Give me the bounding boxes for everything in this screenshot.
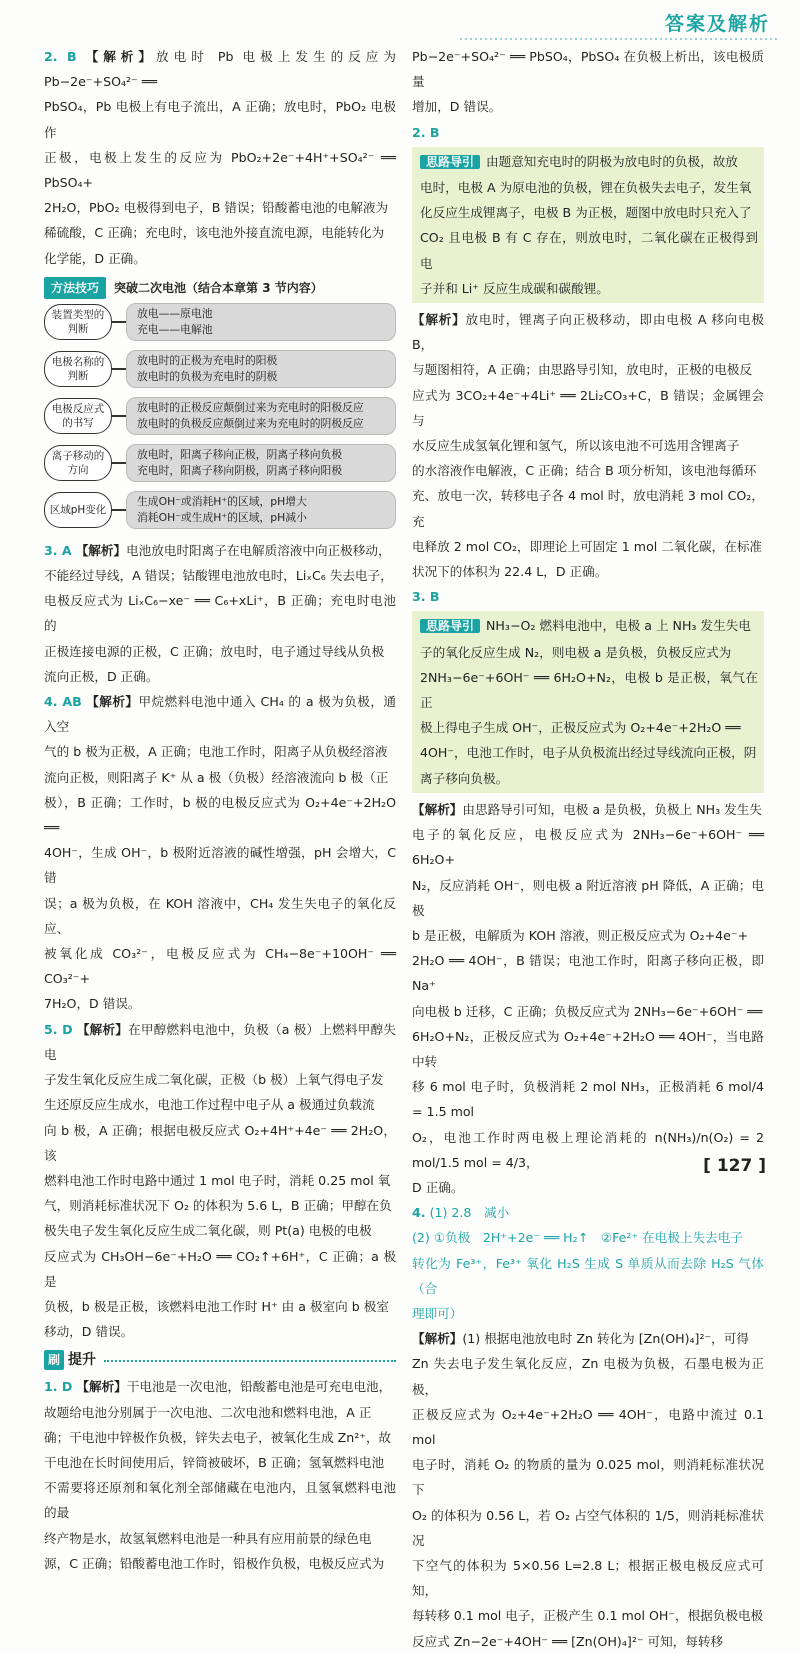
analysis-tag: 【解析】 <box>80 49 157 64</box>
answer-q2-right: 2. B 思路导引 由题意知充电时的阴极为放电时的负极，故放 电时，电极 A 为原电池的负极，锂在负极失去电子，发生氧 化反应生成锂离子，电极 B 为正极，题图中放电时只充入了 CO₂ 且电极 B 有 C 存在，则放电时，二氧化碳在正极得到电 子并和 Li⁺ 反应生成碳和碳酸锂。 【解析】放电时，锂离子向正极移动，即由电极 A 移向电极 B， 与题图相符，A 正确；由思路导引知，放电时，正极的电极反 应式为 3CO₂+4e⁻+4Li⁺ ══ 2Li₂CO₃+C，B 错误；金属锂会与 水反应生成氢氧化锂和氢气，所以该电池不可选用含锂离子 的水溶液作电解液，C 正确；结合 B 项分析知，该电池每循环 充、放电一次，转移电子各 4 mol 时，放电消耗 3 mol CO₂，充 电释放 2 mol CO₂，即理论上可固定 1 mol 二氧化碳，在标准 状况下的体积为 22.4 L，D 正确。 <box>412 124 765 580</box>
answer-q5: 5. D 【解析】在甲醇燃料电池中，负极（a 极）上燃料甲醇失电 子发生氧化反应生成二氧化碳，正极（b 极）上氧气得电子发 生还原反应生成水，电池工作过程中电子从 a 极通过负载流 向 b 极，A 正确；根据电极反应式 O₂+4H⁺+4e⁻ ══ 2H₂O，该 燃料电池工作时电路中通过 1 mol 电子时，消耗 0.25 mol 氧 气，则消耗标准状况下 O₂ 的体积为 5.6 L，B 正确；甲醇在负 极失电子发生氧化反应生成二氧化碳，则 Pt(a) 电极的电极 反应式为 CH₃OH−6e⁻+H₂O ══ CO₂↑+6H⁺，C 正确；a 极是 负极，b 极是正极，该燃料电池工作时 H⁺ 由 a 极室向 b 极室 移动，D 错误。 <box>44 1021 397 1340</box>
left-column <box>44 44 396 1576</box>
answer-q1: 1. D 【解析】干电池是一次电池，铅酸蓄电池是可充电电池， 故题给电池分别属于一次电池、二次电池和燃料电池，A 正 确；干电池中锌极作负极，锌失去电子，被氧化生成 Zn²⁺，故 干电池在长时间使用后，锌筒被破坏，B 正确；氢氧燃料电池 不需要将还原剂和氧化剂全部储藏在电池内，且氢氧燃料电池的最 终产物是水，故氢氧燃料电池是一种具有应用前景的绿色电 源，C 正确；铅酸蓄电池工作时，铅极作负极，电极反应式为 <box>44 1379 396 1571</box>
thinking-guide-box: 思路导引 由题意知充电时的阴极为放电时的负极，故放 电时，电极 A 为原电池的负极，锂在负极失去电子，发生氧 化反应生成锂离子，电极 B 为正极，题图中放电时只充入了 CO₂ 且电极 B 有 C 存在，则放电时，二氧化碳在正极得到电 子并和 Li⁺ 反应生成碳和碳酸锂。 <box>412 147 764 303</box>
section-header-tisheng: 刷 提升 <box>44 1348 396 1372</box>
question-number: 5. D <box>44 1021 73 1037</box>
question-number: 2. B <box>44 49 77 64</box>
method-row: 电极反应式的书写 放电时的正极反应颠倒过来为充电时的阳极反应 放电时的负极反应颠倒过来为充电时的阴极反应 <box>44 397 396 435</box>
question-number: 4. <box>412 1205 426 1221</box>
method-badge: 方法技巧 <box>44 277 106 299</box>
answer-q2: 2. B 【解析】放电时 Pb 电极上发生的反应为 Pb−2e⁻+SO₄²⁻ ══ PbSO₄，Pb 电极上有电子流出，A 正确；放电时，PbO₂ 电极作 正极，电极上发生的反应为 PbO₂+2e⁻+4H⁺+SO₄²⁻ ══ PbSO₄+ 2H₂O，PbO₂ 电极得到电子，B 错误；铅酸蓄电池的电解液为 稀硫酸，C 正确；充电时，该电池外接直流电源，电能转化为 化学能，D 正确。 <box>44 49 397 266</box>
brush-icon: 刷 <box>44 1350 64 1370</box>
question-number: 4. AB <box>44 694 82 710</box>
question-number: 1. D <box>44 1379 73 1395</box>
question-number: 2. B <box>412 124 440 140</box>
right-column <box>412 44 764 1654</box>
header-divider <box>460 38 780 40</box>
answer-q3-right: 3. B 思路导引 NH₃−O₂ 燃料电池中，电极 a 上 NH₃ 发生失电 子的氧化反应生成 N₂，则电极 a 是负极，负极反应式为 2NH₃−6e⁻+6OH⁻ ══ 6H₂O+N₂，电极 b 是正极，氧气在正 极上得电子生成 OH⁻，正极反应式为 O₂+4e⁻+2H₂O ══ 4OH⁻，电池工作时，电子从负极流出经过导线流向正极，阴 离子移向负极。 【解析】由思路导引可知，电极 a 是负极，负极上 NH₃ 发生失 电子的氧化反应，电极反应式为 2NH₃−6e⁻+6OH⁻ ══ 6H₂O+ N₂，反应消耗 OH⁻，则电极 a 附近溶液 pH 降低，A 正确；电极 b 是正极，电解质为 KOH 溶液，则正极反应式为 O₂+4e⁻+ 2H₂O ══ 4OH⁻，B 错误；电池工作时，阳离子移向正极，即 Na⁺ 向电极 b 迁移，C 正确；负极反应式为 2NH₃−6e⁻+6OH⁻ ══ 6H₂O+N₂，正极反应式为 O₂+4e⁻+2H₂O ══ 4OH⁻，当电路中转 移 6 mol 电子时，负极消耗 2 mol NH₃，正极消耗 6 mol/4 = 1.5 mol O₂，电池工作时两电极上理论消耗的 n(NH₃)/n(O₂) = 2 mol/1.5 mol = 4/3， D 正确。 <box>412 589 764 1195</box>
question-number: 3. B <box>412 589 440 605</box>
section-title: 答案及解析 <box>664 13 770 35</box>
page-number: [ 127 ] <box>703 1156 766 1176</box>
guide-badge: 思路导引 <box>420 619 480 633</box>
question-number: 3. A <box>44 542 72 558</box>
continued-text: Pb−2e⁻+SO₄²⁻ ══ PbSO₄，PbSO₄ 在负极上析出，该电极质量 增加，D 错误。 <box>412 49 764 115</box>
method-row: 区域pH变化 生成OH⁻或消耗H⁺的区域，pH增大 消耗OH⁻或生成H⁺的区域，pH减小 <box>44 491 396 529</box>
dotted-divider <box>104 1360 396 1362</box>
method-tips-box <box>44 277 396 529</box>
answer-q4-right: 4. (1) 2.8 减小 (2) ①负极 2H⁺+2e⁻ ══ H₂↑ ②Fe²⁺ 在电极上失去电子 转化为 Fe³⁺，Fe³⁺ 氧化 H₂S 生成 S 单质从而去除 H₂S 气体（合 理即可） 【解析】(1) 根据电池放电时 Zn 转化为 [Zn(OH)₄]²⁻，可得 Zn 失去电子发生氧化反应，Zn 电极为负极，石墨电极为正极， 正极反应式为 O₂+4e⁻+2H₂O ══ 4OH⁻，电路中流过 0.1 mol 电子时，消耗 O₂ 的物质的量为 0.025 mol，则消耗标准状况下 O₂ 的体积为 0.56 L，若 O₂ 占空气体积的 1/5，则消耗标准状况 下空气的体积为 5×0.56 L=2.8 L；根据正极电极反应式可知， 每转移 0.1 mol 电子，正极产生 0.1 mol OH⁻，根据负极电极 反应式 Zn−2e⁻+4OH⁻ ══ [Zn(OH)₄]²⁻ 可知，每转移 <box>412 1205 764 1649</box>
method-row: 离子移动的方向 放电时，阳离子移向正极，阴离子移向负极 充电时，阳离子移向阴极，阴离子移向阳极 <box>44 444 396 482</box>
answer-q4: 4. AB 【解析】甲烷燃料电池中通入 CH₄ 的 a 极为负极，通入空 气的 b 极为正极，A 正确；电池工作时，阳离子从负极经溶液 流向正极，则阳离子 K⁺ 从 a 极（负极）经溶液流向 b 极（正 极），B 正确；工作时，b 极的电极反应式为 O₂+4e⁻+2H₂O ══ 4OH⁻，生成 OH⁻，b 极附近溶液的碱性增强，pH 会增大，C 错 误；a 极为负极，在 KOH 溶液中，CH₄ 发生失电子的氧化反应、 被氧化成 CO₃²⁻，电极反应式为 CH₄−8e⁻+10OH⁻ ══ CO₃²⁻+ 7H₂O，D 错误。 <box>44 694 396 1012</box>
method-row: 电极名称的判断 放电时的正极为充电时的阳极 放电时的负极为充电时的阴极 <box>44 350 396 388</box>
method-row: 装置类型的判断 放电——原电池 充电——电解池 <box>44 303 396 341</box>
answer-q3: 3. A 【解析】电池放电时阳离子在电解质溶液中向正极移动， 不能经过导线，A 错误；钴酸锂电池放电时，LiₓC₆ 失去电子， 电极反应式为 LiₓC₆−xe⁻ ══ C₆+xLi⁺，B 正确；充电时电池的 正极连接电源的正极，C 正确；放电时，电子通过导线从负极 流向正极，D 正确。 <box>44 542 396 684</box>
guide-badge: 思路导引 <box>420 155 480 169</box>
method-title: 突破二次电池（结合本章第 3 节内容） <box>114 280 323 295</box>
thinking-guide-box: 思路导引 NH₃−O₂ 燃料电池中，电极 a 上 NH₃ 发生失电 子的氧化反应生成 N₂，则电极 a 是负极，负极反应式为 2NH₃−6e⁻+6OH⁻ ══ 6H₂O+N₂，电极 b 是正极，氧气在正 极上得电子生成 OH⁻，正极反应式为 O₂+4e⁻+2H₂O ══ 4OH⁻，电池工作时，电子从负极流出经过导线流向正极，阴 离子移向负极。 <box>412 611 764 792</box>
